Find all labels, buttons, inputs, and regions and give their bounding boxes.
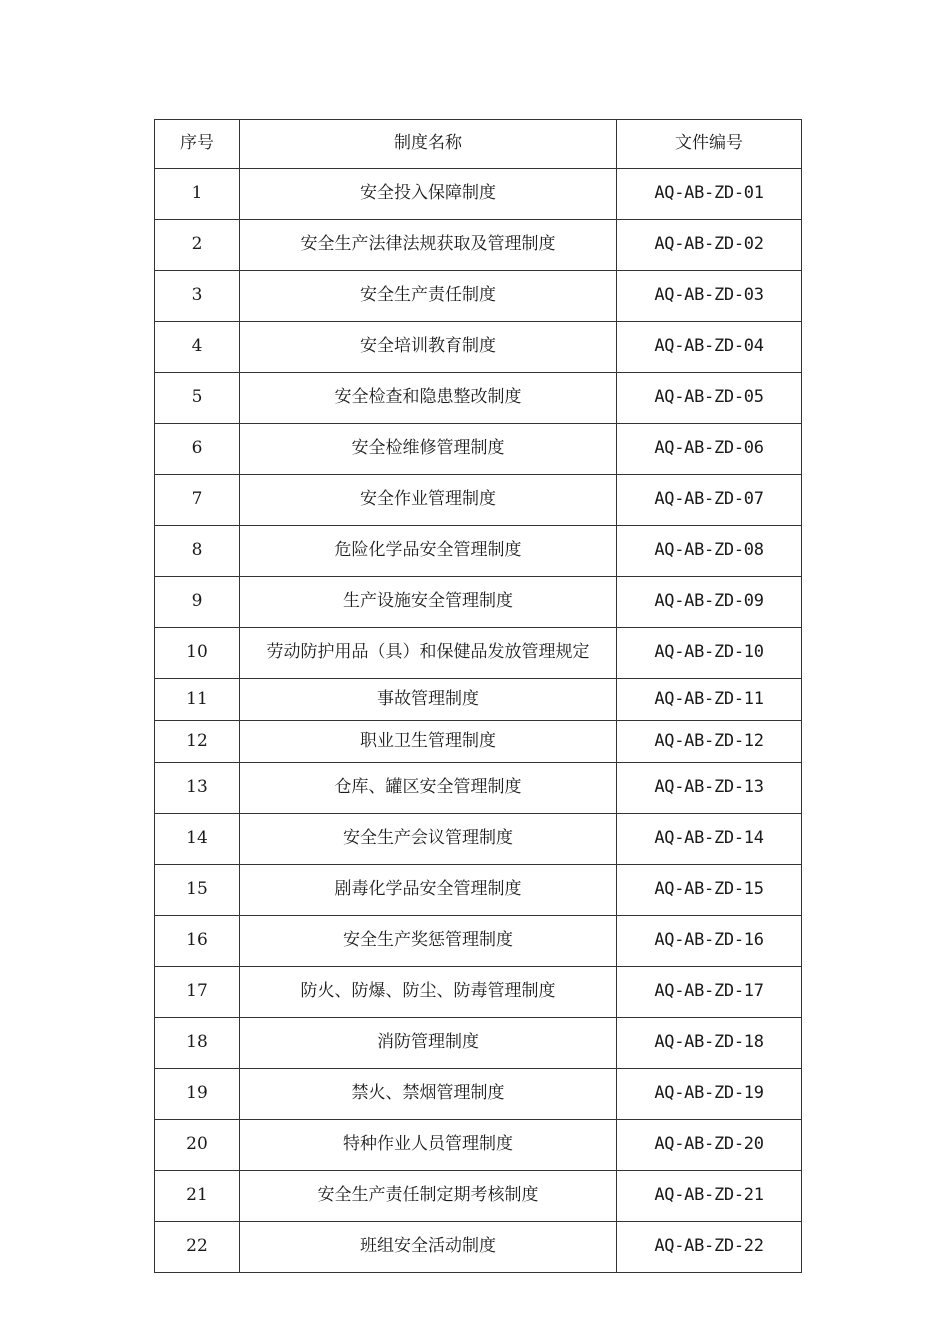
row-regulation-name: 仓库、罐区安全管理制度 (240, 763, 617, 814)
row-regulation-name: 职业卫生管理制度 (240, 721, 617, 763)
row-file-code: AQ-AB-ZD-18 (617, 1018, 802, 1069)
table-row (155, 220, 802, 271)
table-row (155, 721, 802, 763)
row-file-code: AQ-AB-ZD-03 (617, 271, 802, 322)
row-serial-number: 13 (155, 763, 240, 814)
row-serial-number: 1 (155, 169, 240, 220)
row-regulation-name: 危险化学品安全管理制度 (240, 526, 617, 577)
table-row (155, 1120, 802, 1171)
row-serial-number: 19 (155, 1069, 240, 1120)
row-file-code: AQ-AB-ZD-07 (617, 475, 802, 526)
row-file-code: AQ-AB-ZD-20 (617, 1120, 802, 1171)
row-regulation-name: 班组安全活动制度 (240, 1222, 617, 1273)
table-row (155, 271, 802, 322)
row-regulation-name: 剧毒化学品安全管理制度 (240, 865, 617, 916)
row-serial-number: 10 (155, 628, 240, 679)
row-file-code: AQ-AB-ZD-06 (617, 424, 802, 475)
header-regulation-name: 制度名称 (240, 120, 617, 169)
table-row (155, 1171, 802, 1222)
row-serial-number: 16 (155, 916, 240, 967)
table-row (155, 577, 802, 628)
row-serial-number: 22 (155, 1222, 240, 1273)
row-regulation-name: 防火、防爆、防尘、防毒管理制度 (240, 967, 617, 1018)
row-regulation-name: 安全生产责任制度 (240, 271, 617, 322)
row-file-code: AQ-AB-ZD-15 (617, 865, 802, 916)
table-row (155, 169, 802, 220)
table-row (155, 679, 802, 721)
row-file-code: AQ-AB-ZD-04 (617, 322, 802, 373)
table-row (155, 967, 802, 1018)
row-file-code: AQ-AB-ZD-14 (617, 814, 802, 865)
row-file-code: AQ-AB-ZD-10 (617, 628, 802, 679)
table-row (155, 424, 802, 475)
table-row (155, 1069, 802, 1120)
row-regulation-name: 安全生产法律法规获取及管理制度 (240, 220, 617, 271)
row-serial-number: 20 (155, 1120, 240, 1171)
row-serial-number: 18 (155, 1018, 240, 1069)
row-serial-number: 17 (155, 967, 240, 1018)
row-file-code: AQ-AB-ZD-11 (617, 679, 802, 721)
row-serial-number: 7 (155, 475, 240, 526)
table-row (155, 526, 802, 577)
table-row (155, 814, 802, 865)
row-regulation-name: 安全生产责任制定期考核制度 (240, 1171, 617, 1222)
row-serial-number: 3 (155, 271, 240, 322)
table-row (155, 475, 802, 526)
table-body (155, 169, 802, 1273)
row-regulation-name: 劳动防护用品（具）和保健品发放管理规定 (240, 628, 617, 679)
row-serial-number: 12 (155, 721, 240, 763)
row-regulation-name: 安全投入保障制度 (240, 169, 617, 220)
row-regulation-name: 安全检查和隐患整改制度 (240, 373, 617, 424)
table-row (155, 865, 802, 916)
row-file-code: AQ-AB-ZD-13 (617, 763, 802, 814)
table-row (155, 1018, 802, 1069)
row-regulation-name: 事故管理制度 (240, 679, 617, 721)
header-serial-number: 序号 (155, 120, 240, 169)
row-regulation-name: 生产设施安全管理制度 (240, 577, 617, 628)
row-regulation-name: 安全作业管理制度 (240, 475, 617, 526)
row-serial-number: 2 (155, 220, 240, 271)
regulations-table (154, 119, 802, 1273)
row-file-code: AQ-AB-ZD-12 (617, 721, 802, 763)
row-serial-number: 15 (155, 865, 240, 916)
row-file-code: AQ-AB-ZD-01 (617, 169, 802, 220)
row-file-code: AQ-AB-ZD-02 (617, 220, 802, 271)
row-serial-number: 6 (155, 424, 240, 475)
header-file-code: 文件编号 (617, 120, 802, 169)
table-row (155, 763, 802, 814)
row-serial-number: 5 (155, 373, 240, 424)
row-file-code: AQ-AB-ZD-09 (617, 577, 802, 628)
row-serial-number: 9 (155, 577, 240, 628)
row-regulation-name: 安全检维修管理制度 (240, 424, 617, 475)
row-file-code: AQ-AB-ZD-17 (617, 967, 802, 1018)
row-file-code: AQ-AB-ZD-21 (617, 1171, 802, 1222)
row-file-code: AQ-AB-ZD-16 (617, 916, 802, 967)
table-header-row (155, 120, 802, 169)
row-regulation-name: 安全生产奖惩管理制度 (240, 916, 617, 967)
row-file-code: AQ-AB-ZD-08 (617, 526, 802, 577)
row-regulation-name: 消防管理制度 (240, 1018, 617, 1069)
row-serial-number: 14 (155, 814, 240, 865)
row-serial-number: 21 (155, 1171, 240, 1222)
row-file-code: AQ-AB-ZD-22 (617, 1222, 802, 1273)
table-row (155, 916, 802, 967)
row-file-code: AQ-AB-ZD-19 (617, 1069, 802, 1120)
table-row (155, 373, 802, 424)
table-row (155, 322, 802, 373)
row-serial-number: 8 (155, 526, 240, 577)
row-file-code: AQ-AB-ZD-05 (617, 373, 802, 424)
row-regulation-name: 安全生产会议管理制度 (240, 814, 617, 865)
row-regulation-name: 特种作业人员管理制度 (240, 1120, 617, 1171)
row-serial-number: 4 (155, 322, 240, 373)
row-regulation-name: 安全培训教育制度 (240, 322, 617, 373)
table-row (155, 1222, 802, 1273)
row-serial-number: 11 (155, 679, 240, 721)
row-regulation-name: 禁火、禁烟管理制度 (240, 1069, 617, 1120)
table-row (155, 628, 802, 679)
